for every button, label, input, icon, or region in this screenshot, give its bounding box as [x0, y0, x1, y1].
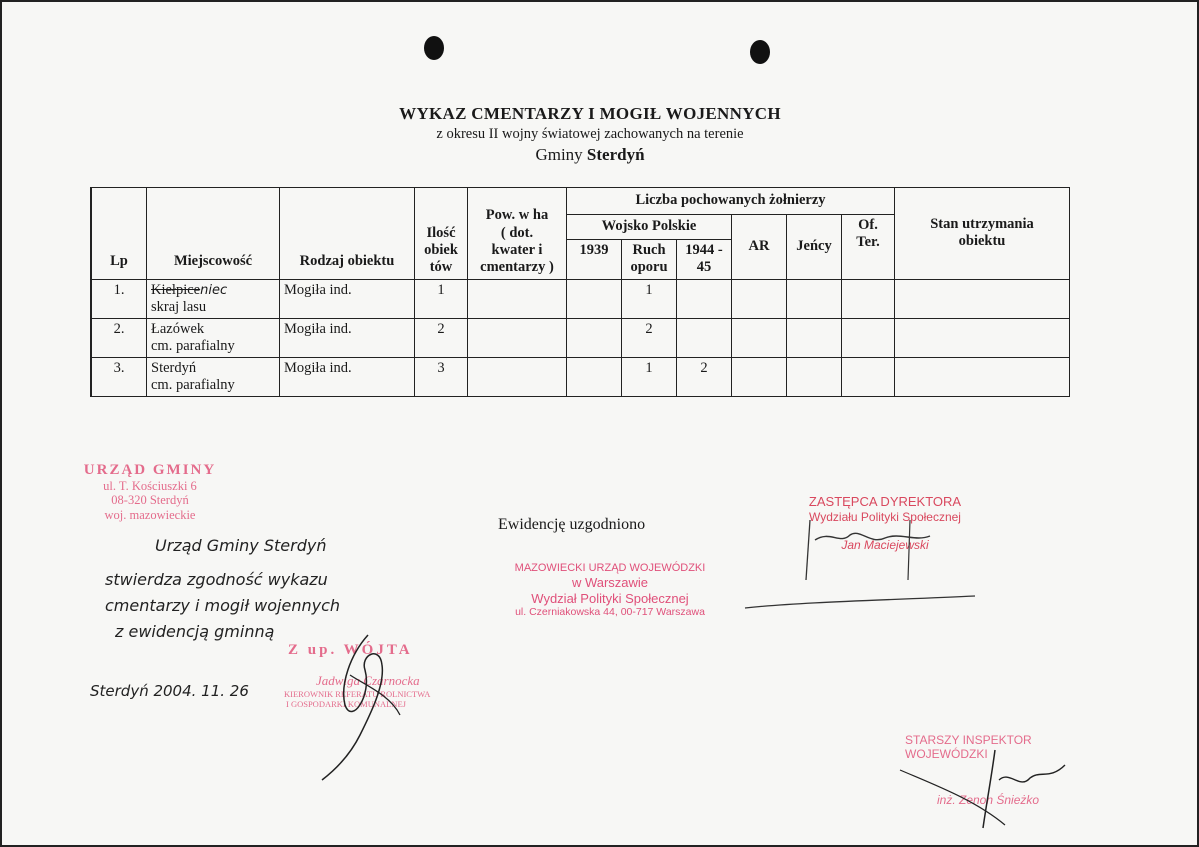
- wojt-stamp-line-3: KIEROWNIK REFERATU ROLNICTWA: [284, 689, 431, 699]
- col-header-ar: AR: [732, 215, 787, 280]
- of-line-2: Ter.: [856, 234, 880, 251]
- pow-line-4: cmentarzy ): [480, 259, 554, 276]
- zastepca-signature-icon: [740, 500, 980, 610]
- cell-ilosc: 1: [415, 279, 468, 318]
- place-line-2: cm. parafialny: [151, 337, 235, 354]
- ilosc-line-2: obiek: [424, 242, 458, 258]
- place-line-1: [151, 282, 275, 299]
- handwritten-date: Sterdyń 2004. 11. 26: [90, 682, 249, 700]
- place-line-1: Łazówek: [151, 320, 205, 337]
- cell-stan: [895, 357, 1070, 396]
- document-header: [300, 104, 880, 165]
- mazow-stamp-line-3: Wydział Polityki Społecznej: [531, 590, 689, 606]
- ewidencja-text: Ewidencję uzgodniono: [498, 516, 646, 533]
- cell-1939: [567, 279, 622, 318]
- cell-stan: [895, 318, 1070, 357]
- document-title: WYKAZ CMENTARZY I MOGIŁ WOJENNYCH: [399, 104, 781, 123]
- col-header-liczba: Liczba pochowanych żołnierzy: [567, 188, 895, 215]
- cell-rodzaj: Mogiła ind.: [280, 279, 415, 318]
- cell-ilosc: 3: [415, 357, 468, 396]
- cell-ruch: 2: [622, 318, 677, 357]
- punch-hole-left: [424, 36, 444, 60]
- cell-of: [842, 357, 895, 396]
- cell-of: [842, 279, 895, 318]
- cemetery-table: [90, 187, 1070, 397]
- table-row: [91, 357, 1070, 396]
- pow-line-1: Pow. w ha: [485, 207, 549, 224]
- handwritten-line-3: cmentarzy i mogił wojennych: [105, 596, 341, 615]
- wojt-stamp-line-4: I GOSPODARKI KOMUNALNEJ: [286, 699, 406, 709]
- stan-line-2: obiektu: [958, 233, 1006, 250]
- ilosc-line-1: Ilość: [426, 224, 456, 241]
- mazowiecki-stamp: [510, 562, 710, 619]
- cell-miejscowosc: [147, 318, 280, 357]
- col-header-stan: [895, 188, 1070, 280]
- cell-miejscowosc: [147, 279, 280, 318]
- handwritten-line-2: stwierdza zgodność wykazu: [105, 570, 328, 589]
- punch-hole-right: [750, 40, 770, 64]
- cell-pow: [468, 279, 567, 318]
- handwritten-line-1: Urząd Gminy Sterdyń: [155, 536, 327, 555]
- mazow-stamp-line-4: ul. Czerniakowska 44, 00-717 Warszawa: [515, 606, 705, 619]
- cell-ar: [732, 357, 787, 396]
- office-stamp-line-4: woj. mazowieckie: [104, 507, 196, 522]
- place-line-2: cm. parafialny: [151, 376, 235, 393]
- col-header-1944-45: [677, 240, 732, 280]
- wojt-stamp-line-1: Z up. WÓJTA: [288, 642, 413, 658]
- ruch-line-1: Ruch: [632, 242, 666, 258]
- col-header-lp: Lp: [91, 188, 147, 280]
- wojt-signature-icon: [310, 615, 420, 785]
- col-header-1939: 1939: [567, 240, 622, 280]
- col-header-jency: Jeńcy: [787, 215, 842, 280]
- place-line-1: Sterdyń: [151, 359, 197, 376]
- office-stamp-line-1: URZĄD GMINY: [83, 462, 217, 478]
- cell-miejscowosc: [147, 357, 280, 396]
- cell-ilosc: 2: [415, 318, 468, 357]
- gmina-name: Sterdyń: [586, 145, 645, 164]
- ilosc-line-3: tów: [429, 259, 453, 276]
- place-handwritten: niec: [200, 282, 228, 298]
- cell-1944-45: [677, 279, 732, 318]
- mazow-stamp-line-2: w Warszawie: [571, 575, 649, 591]
- gmina-line: [300, 145, 880, 165]
- col-header-of: [842, 215, 895, 280]
- cell-rodzaj: Mogiła ind.: [280, 318, 415, 357]
- cell-pow: [468, 318, 567, 357]
- cell-jency: [787, 279, 842, 318]
- cell-rodzaj: Mogiła ind.: [280, 357, 415, 396]
- zast-stamp-line-1: ZASTĘPCA DYREKTORA: [808, 494, 962, 509]
- cell-stan: [895, 279, 1070, 318]
- zast-stamp-line-3: Jan Maciejewski: [841, 537, 929, 552]
- office-stamp-line-3: 08-320 Sterdyń: [111, 493, 189, 508]
- place-struck: Kiełpice: [151, 281, 201, 298]
- inspektor-signature-icon: [895, 740, 1075, 830]
- table-row: [91, 318, 1070, 357]
- cell-lp: 1.: [91, 279, 147, 318]
- cell-lp: 3.: [91, 357, 147, 396]
- cell-lp: 2.: [91, 318, 147, 357]
- cell-jency: [787, 357, 842, 396]
- document-subtitle: z okresu II wojny światowej zachowanych na terenie: [436, 126, 744, 142]
- of-line-1: Of.: [858, 217, 878, 233]
- cell-ar: [732, 279, 787, 318]
- cell-1944-45: [677, 318, 732, 357]
- cell-1939: [567, 318, 622, 357]
- col-header-rodzaj: Rodzaj obiektu: [280, 188, 415, 280]
- y4445-line-1: 1944 -: [685, 242, 723, 258]
- zast-stamp-line-2: Wydziału Polityki Społecznej: [809, 509, 961, 524]
- cell-1939: [567, 357, 622, 396]
- pow-line-2: ( dot.: [500, 224, 534, 241]
- ruch-line-2: oporu: [630, 259, 668, 276]
- gmina-prefix: Gminy: [535, 145, 583, 164]
- cell-of: [842, 318, 895, 357]
- col-header-ilosc: [415, 188, 468, 280]
- insp-stamp-line-2: inż. Zenon Śnieżko: [937, 793, 1040, 807]
- pow-line-3: kwater i: [491, 242, 543, 258]
- cell-ruch: 1: [622, 357, 677, 396]
- cell-1944-45: 2: [677, 357, 732, 396]
- insp-stamp-line-1: STARSZY INSPEKTOR WOJEWÓDZKI: [905, 733, 1032, 761]
- cell-ruch: 1: [622, 279, 677, 318]
- col-header-ruch: [622, 240, 677, 280]
- place-line-2: skraj lasu: [151, 298, 207, 315]
- y4445-line-2: 45: [696, 259, 712, 276]
- wojt-stamp-line-2: Jadwiga Czarnocka: [316, 673, 420, 688]
- cell-ar: [732, 318, 787, 357]
- col-header-miejscowosc: Miejscowość: [147, 188, 280, 280]
- table-row: [91, 279, 1070, 318]
- stan-line-1: Stan utrzymania: [930, 216, 1034, 232]
- cell-jency: [787, 318, 842, 357]
- office-stamp: [50, 462, 250, 522]
- office-stamp-line-2: ul. T. Kościuszki 6: [103, 479, 197, 493]
- col-header-wojsko: Wojsko Polskie: [567, 215, 732, 240]
- mazow-stamp-line-1: MAZOWIECKI URZĄD WOJEWÓDZKI: [514, 562, 706, 574]
- handwritten-line-4: z ewidencją gminną: [115, 622, 275, 641]
- col-header-pow: [468, 188, 567, 280]
- cell-pow: [468, 357, 567, 396]
